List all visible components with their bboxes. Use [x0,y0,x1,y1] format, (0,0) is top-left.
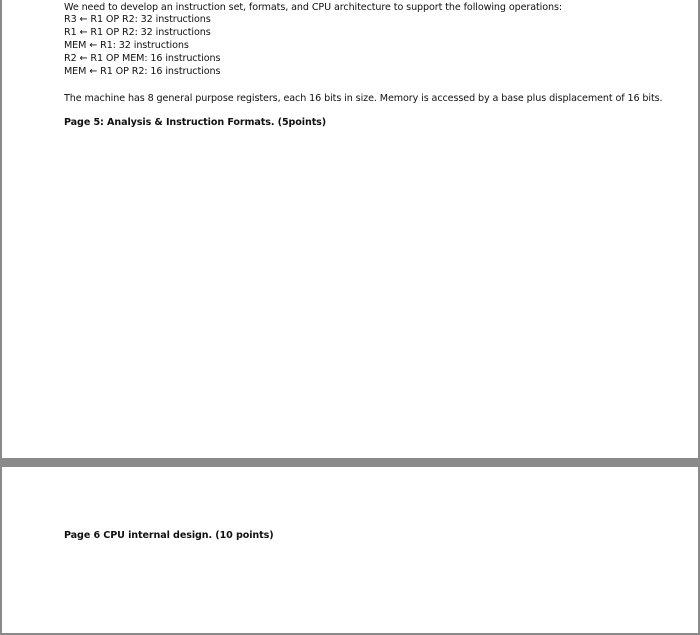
operation-line: MEM ← R1: 32 instructions [64,40,189,51]
document-page [2,467,698,633]
operation-line: MEM ← R1 OP R2: 16 instructions [64,66,221,77]
section-heading: Page 6 CPU internal design. (10 points) [64,530,274,541]
intro-text: We need to develop an instruction set, formats, and CPU architecture to support the following operations: [64,2,563,13]
document-page [2,0,698,458]
operation-line: R1 ← R1 OP R2: 32 instructions [64,27,211,38]
operation-line: R2 ← R1 OP MEM: 16 instructions [64,53,221,64]
operation-line: R3 ← R1 OP R2: 32 instructions [64,14,211,25]
page-separator [0,458,700,467]
machine-description: The machine has 8 general purpose registers, each 16 bits in size. Memory is accessed by a base plus displacement of 16 bits. [64,93,663,104]
section-heading: Page 5: Analysis & Instruction Formats. (5points) [64,117,327,128]
